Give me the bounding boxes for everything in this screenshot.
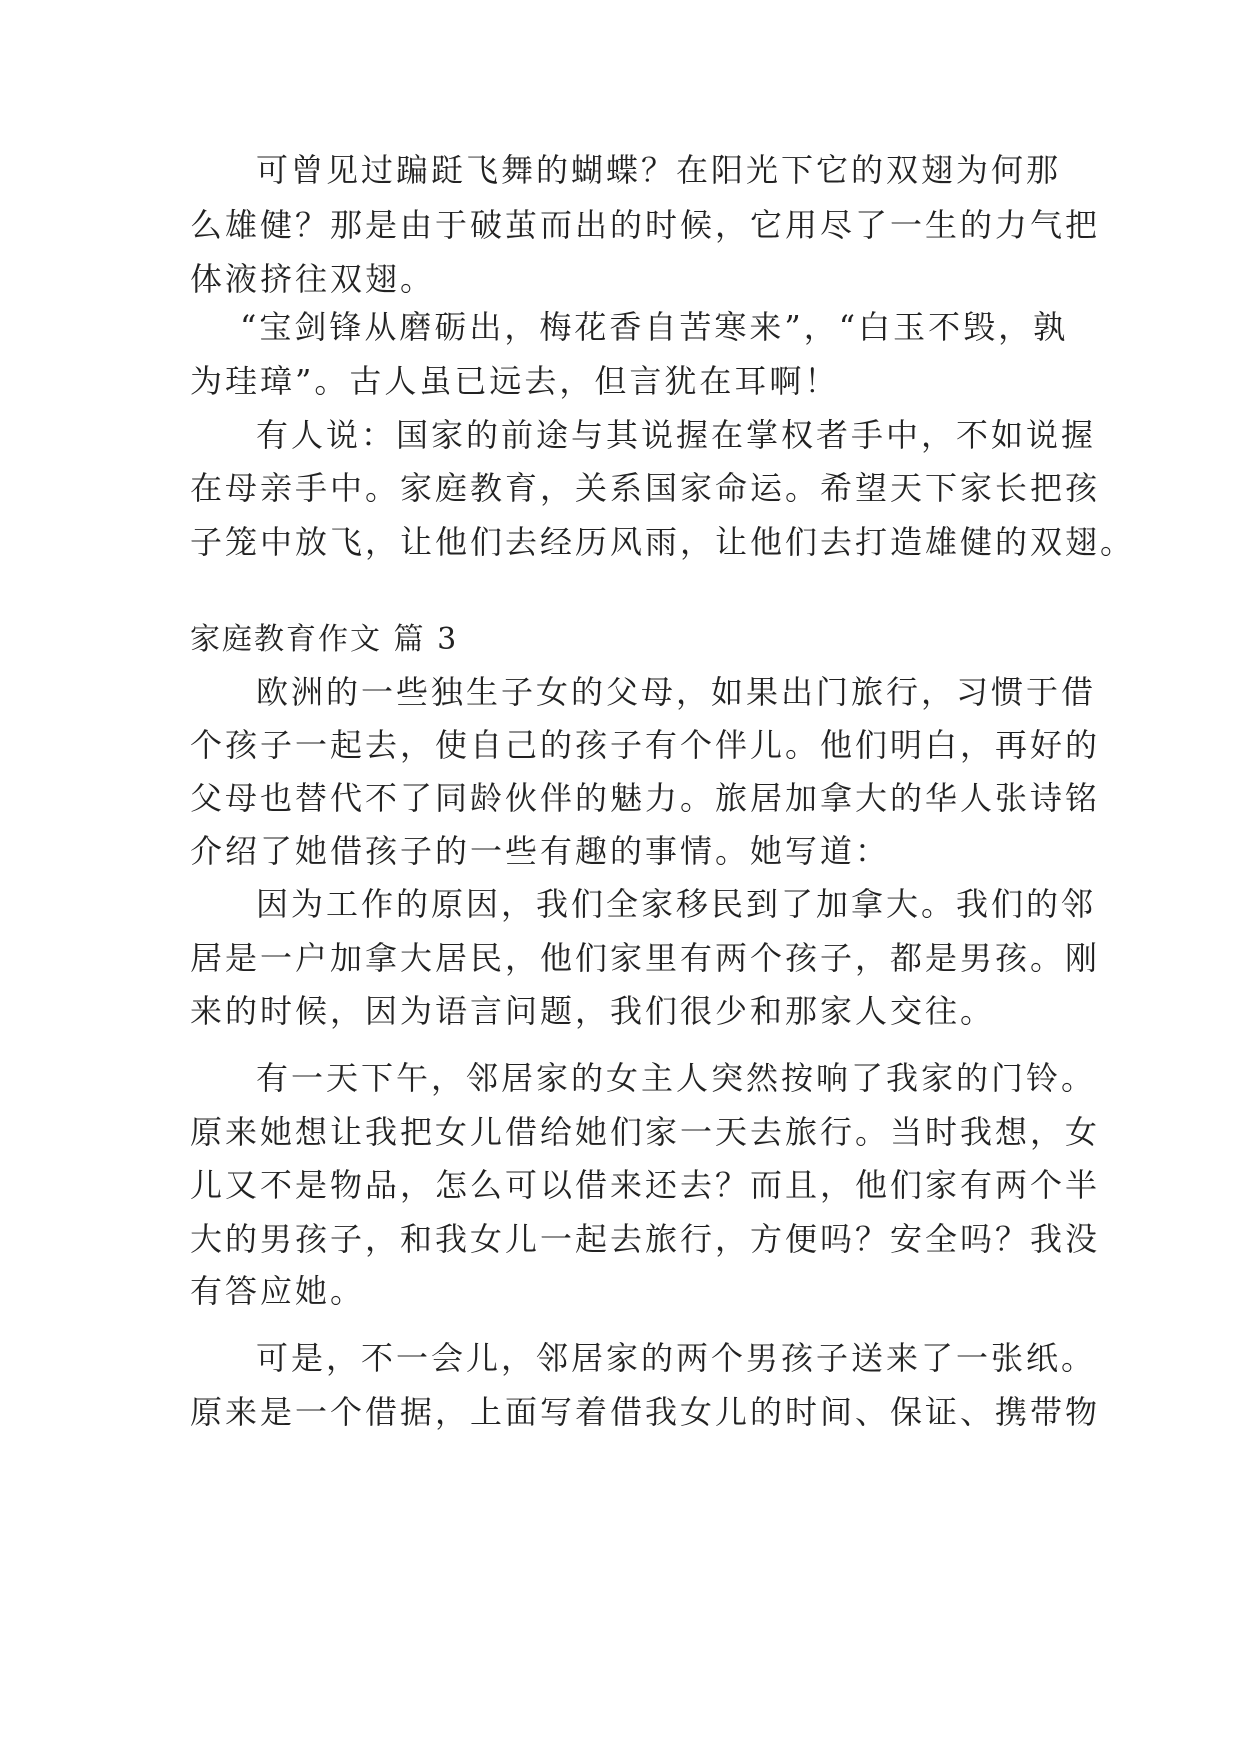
paragraph-line: 可曾见过蹁跹飞舞的蝴蝶？在阳光下它的双翅为何那 [256, 151, 1062, 189]
paragraph-line: “宝剑锋从磨砺出，梅花香自苦寒来”，“白玉不毁，孰 [240, 308, 1069, 346]
paragraph-line: 有一天下午，邻居家的女主人突然按响了我家的门铃。 [256, 1059, 1097, 1097]
paragraph-line: 可是，不一会儿，邻居家的两个男孩子送来了一张纸。 [256, 1339, 1097, 1377]
paragraph-line: 居是一户加拿大居民，他们家里有两个孩子，都是男孩。刚 [190, 939, 1101, 977]
paragraph-line: 个孩子一起去，使自己的孩子有个伴儿。他们明白，再好的 [190, 726, 1101, 764]
paragraph-line: 介绍了她借孩子的一些有趣的事情。她写道： [190, 832, 891, 870]
paragraph-line: 因为工作的原因，我们全家移民到了加拿大。我们的邻 [256, 885, 1097, 923]
paragraph-line: 来的时候，因为语言问题，我们很少和那家人交往。 [190, 992, 996, 1030]
paragraph-line: 子笼中放飞，让他们去经历风雨，让他们去打造雄健的双翅。 [190, 523, 1136, 561]
section-heading: 家庭教育作文 篇 3 [190, 622, 459, 657]
paragraph-line: 在母亲手中。家庭教育，关系国家命运。希望天下家长把孩 [190, 469, 1101, 507]
paragraph-line: 么雄健？那是由于破茧而出的时候，它用尽了一生的力气把 [190, 206, 1101, 244]
paragraph-line: 有人说：国家的前途与其说握在掌权者手中，不如说握 [256, 416, 1097, 454]
paragraph-line: 大的男孩子，和我女儿一起去旅行，方便吗？安全吗？我没 [190, 1220, 1101, 1258]
paragraph-line: 体液挤往双翅。 [190, 260, 436, 298]
paragraph-line: 有答应她。 [190, 1272, 366, 1310]
paragraph-line: 原来是一个借据，上面写着借我女儿的时间、保证、携带物 [190, 1393, 1101, 1431]
paragraph-line: 为珪璋”。古人虽已远去，但言犹在耳啊！ [190, 362, 840, 400]
paragraph-line: 欧洲的一些独生子女的父母，如果出门旅行，习惯于借 [256, 673, 1097, 711]
paragraph-line: 原来她想让我把女儿借给她们家一天去旅行。当时我想，女 [190, 1113, 1101, 1151]
paragraph-line: 儿又不是物品，怎么可以借来还去？而且，他们家有两个半 [190, 1166, 1101, 1204]
paragraph-line: 父母也替代不了同龄伙伴的魅力。旅居加拿大的华人张诗铭 [190, 779, 1101, 817]
